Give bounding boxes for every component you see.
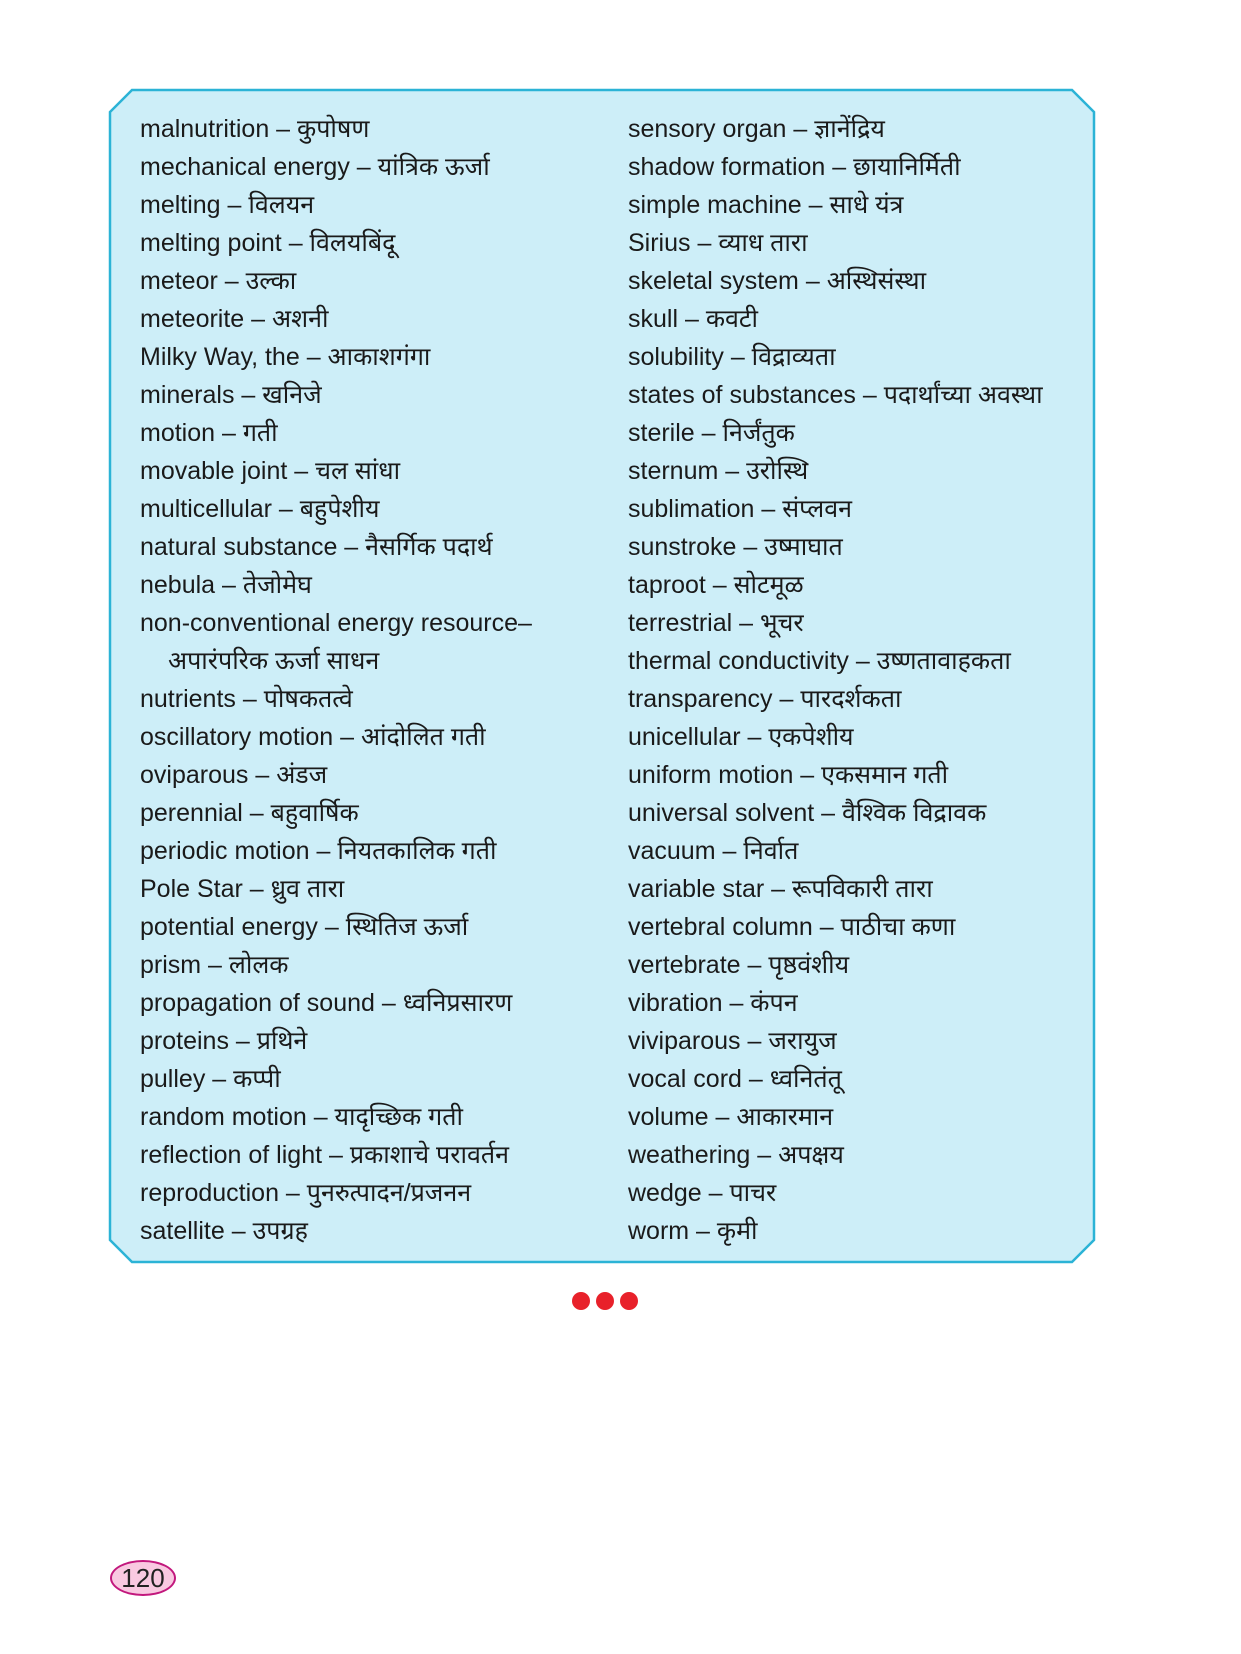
glossary-translation: साधे यंत्र [829,191,904,219]
glossary-translation: उपग्रह [252,1217,308,1245]
dash-separator: – [740,723,769,751]
dash-separator: – [764,875,792,903]
glossary-entry [140,870,628,908]
dash-separator: – [718,457,747,485]
glossary-entry [628,566,1068,604]
glossary-translation: ध्वनिप्रसारण [402,989,513,1017]
glossary-term: wedge [628,1179,702,1207]
glossary-translation: आकाशगंगा [327,343,431,371]
dash-separator: – [349,153,378,181]
glossary-translation: पाचर [729,1179,777,1207]
glossary-term: natural substance [140,533,338,561]
glossary-term: shadow formation [628,153,826,181]
glossary-term: weathering [628,1141,751,1169]
dash-separator: – [248,761,277,789]
glossary-term: Pole Star [140,875,243,903]
dash-separator: – [812,913,841,941]
glossary-entry [628,414,1068,452]
glossary-translation: ध्वनितंतू [769,1065,842,1093]
dash-separator: – [224,1217,253,1245]
dash-separator: – [786,115,815,143]
dash-separator: – [798,267,827,295]
glossary-translation: संप्लवन [782,495,853,523]
glossary-entry [628,338,1068,376]
glossary-entry [628,148,1068,186]
glossary-entry [140,718,628,756]
glossary-term: worm [628,1217,690,1245]
glossary-term: propagation of sound [140,989,375,1017]
glossary-entry [140,604,628,642]
bullet-dot [620,1292,638,1310]
glossary-translation: व्याध तारा [718,229,808,257]
glossary-entry [140,338,628,376]
glossary-term: random motion [140,1103,307,1131]
glossary-entry [628,186,1068,224]
glossary-term: uniform motion [628,761,794,789]
glossary-translation: नियतकालिक गती [337,837,497,865]
glossary-term: melting [140,191,221,219]
dash-separator: – [723,343,752,371]
glossary-columns [140,110,1076,1254]
glossary-translation: भूचर [759,609,804,637]
dash-separator: – [278,1179,307,1207]
glossary-translation: तेजोमेघ [242,571,312,599]
glossary-term: Milky Way, the [140,343,300,371]
glossary-translation: सोटमूळ [733,571,804,599]
dash-separator: – [793,761,822,789]
glossary-entry [140,642,628,680]
glossary-translation: बहुपेशीय [299,495,380,523]
glossary-term: volume [628,1103,709,1131]
glossary-translation: लोलक [228,951,289,979]
glossary-entry [140,1212,628,1250]
glossary-translation: निर्जंतुक [722,419,795,447]
dash-separator: – [220,191,249,219]
glossary-term: reflection of light [140,1141,323,1169]
glossary-entry [140,376,628,414]
dash-separator: – [701,1179,730,1207]
glossary-translation: पाठीचा कणा [840,913,956,941]
glossary-term: vibration [628,989,723,1017]
glossary-term: transparency [628,685,773,713]
dash-separator: – [317,913,346,941]
glossary-term: skeletal system [628,267,799,295]
glossary-column-left [140,110,628,1254]
glossary-entry [140,1098,628,1136]
glossary-term: solubility [628,343,724,371]
glossary-term: multicellular [140,495,272,523]
dash-separator: – [708,1103,737,1131]
dash-separator: – [678,305,706,333]
dash-separator: – [271,495,300,523]
glossary-entry [140,984,628,1022]
glossary-translation: उष्णतावाहकता [876,647,1011,675]
glossary-term: nutrients [140,685,236,713]
glossary-entry [628,376,1068,414]
glossary-term: movable joint [140,457,288,485]
glossary-translation: नैसर्गिक पदार्थ [365,533,493,561]
glossary-term: perennial [140,799,243,827]
dash-separator: – [201,951,229,979]
glossary-entry [628,1060,1068,1098]
glossary-term: proteins [140,1027,229,1055]
glossary-entry [628,300,1068,338]
dash-separator: – [235,685,264,713]
glossary-term: terrestrial [628,609,733,637]
dash-separator: – [736,533,765,561]
glossary-translation: ध्रुव तारा [270,875,345,903]
glossary-term: skull [628,305,679,333]
glossary-translation: कंपन [750,989,798,1017]
dash-separator: – [715,837,744,865]
glossary-translation: अशनी [272,305,329,333]
dash-separator: – [205,1065,234,1093]
glossary-term: meteorite [140,305,245,333]
glossary-panel [108,88,1096,1264]
glossary-entry [628,908,1068,946]
glossary-term: viviparous [628,1027,741,1055]
glossary-entry [140,300,628,338]
glossary-translation: उष्माघात [764,533,843,561]
glossary-term: sensory organ [628,115,787,143]
glossary-term: mechanical energy [140,153,350,181]
glossary-entry [628,680,1068,718]
glossary-entry [628,224,1068,262]
bullet-dot [596,1292,614,1310]
glossary-translation: एकसमान गती [821,761,949,789]
glossary-translation: गती [242,419,278,447]
glossary-term: minerals [140,381,235,409]
glossary-translation: प्रथिने [256,1027,308,1055]
glossary-entry [628,984,1068,1022]
dash-separator: – [754,495,783,523]
glossary-translation: चल सांधा [315,457,401,485]
dash-separator: – [855,381,884,409]
glossary-entry [628,1174,1068,1212]
glossary-translation: पुनरुत्पादन/प्रजनन [306,1179,472,1207]
glossary-translation: उरोस्थि [746,457,809,485]
glossary-entry [140,908,628,946]
glossary-term: oviparous [140,761,249,789]
glossary-translation: आंदोलित गती [360,723,486,751]
glossary-term: satellite [140,1217,225,1245]
glossary-term: thermal conductivity [628,647,849,675]
glossary-entry [628,946,1068,984]
glossary-entry [140,224,628,262]
glossary-entry [140,414,628,452]
glossary-term: universal solvent [628,799,815,827]
glossary-term: vocal cord [628,1065,742,1093]
dash-separator: – [689,1217,717,1245]
glossary-entry [140,832,628,870]
glossary-translation: बहुवार्षिक [270,799,359,827]
glossary-entry [140,946,628,984]
dash-separator: – [825,153,854,181]
glossary-translation: कप्पी [233,1065,281,1093]
dash-separator: – [848,647,877,675]
dash-separator: – [694,419,723,447]
dash-separator: – [242,875,271,903]
glossary-entry [628,794,1068,832]
glossary-term: nebula [140,571,216,599]
dash-separator: – [228,1027,257,1055]
dash-separator: – [772,685,801,713]
glossary-translation: कृमी [716,1217,758,1245]
glossary-entry [628,490,1068,528]
glossary-translation: आकारमान [736,1103,834,1131]
glossary-entry [628,528,1068,566]
glossary-entry [140,186,628,224]
glossary-translation: प्रकाशाचे परावर्तन [349,1141,509,1169]
glossary-term: vertebrate [628,951,741,979]
glossary-entry [140,680,628,718]
dash-separator: – [750,1141,779,1169]
glossary-term: Sirius [628,229,691,257]
glossary-translation: पोषकतत्वे [263,685,353,713]
glossary-entry [628,1022,1068,1060]
dash-separator: – [242,799,271,827]
dash-separator: – [741,1065,770,1093]
dash-separator: – [333,723,361,751]
glossary-translation: अपारंपरिक ऊर्जा साधन [168,647,380,675]
dash-separator: – [309,837,338,865]
dash-separator: – [281,229,310,257]
glossary-translation: वैश्विक विद्रावक [842,799,987,827]
glossary-term: reproduction [140,1179,279,1207]
glossary-translation: पदार्थांच्या अवस्था [883,381,1043,409]
dash-separator: – [740,951,769,979]
glossary-translation: छायानिर्मिती [853,153,961,181]
dash-separator: – [374,989,403,1017]
dash-separator: – [705,571,734,599]
glossary-translation: जरायुज [768,1027,837,1055]
glossary-term: unicellular [628,723,741,751]
glossary-entry [628,1136,1068,1174]
glossary-translation: विद्राव्यता [751,343,836,371]
glossary-entry [140,1060,628,1098]
glossary-translation: रूपविकारी तारा [791,875,933,903]
glossary-translation: निर्वात [743,837,799,865]
glossary-translation: कवटी [705,305,758,333]
dash-separator: – [244,305,273,333]
glossary-term: periodic motion [140,837,310,865]
glossary-translation: पारदर्शकता [800,685,902,713]
glossary-term: non-conventional energy resource– [140,609,532,637]
glossary-translation: एकपेशीय [768,723,854,751]
glossary-term: potential energy [140,913,318,941]
glossary-entry [140,756,628,794]
glossary-translation: स्थितिज ऊर्जा [345,913,469,941]
glossary-term: vertebral column [628,913,813,941]
glossary-entry [628,1212,1068,1250]
glossary-entry [628,452,1068,490]
glossary-entry [140,1136,628,1174]
glossary-entry [140,490,628,528]
glossary-entry [140,1022,628,1060]
glossary-entry [140,452,628,490]
glossary-term: sublimation [628,495,755,523]
glossary-translation: उल्का [245,267,297,295]
glossary-entry [140,794,628,832]
glossary-term: vacuum [628,837,716,865]
glossary-entry [628,110,1068,148]
dash-separator: – [215,419,243,447]
bullet-dot [572,1292,590,1310]
glossary-entry [628,604,1068,642]
glossary-term: variable star [628,875,765,903]
glossary-entry [140,148,628,186]
glossary-term: melting point [140,229,282,257]
dash-separator: – [690,229,719,257]
glossary-translation: विलयबिंदू [309,229,396,257]
dash-separator: – [269,115,298,143]
glossary-entry [628,756,1068,794]
glossary-term: sternum [628,457,719,485]
glossary-translation: खनिजे [262,381,322,409]
dash-separator: – [732,609,760,637]
glossary-translation: अंडज [276,761,328,789]
dash-separator: – [215,571,243,599]
dash-separator: – [801,191,830,219]
glossary-term: oscillatory motion [140,723,334,751]
glossary-term: pulley [140,1065,206,1093]
glossary-entry [140,110,628,148]
glossary-entry [628,870,1068,908]
glossary-entry [140,528,628,566]
dash-separator: – [299,343,328,371]
glossary-entry [628,832,1068,870]
dash-separator: – [337,533,366,561]
dash-separator: – [740,1027,769,1055]
glossary-translation: पृष्ठवंशीय [768,951,850,979]
glossary-term: malnutrition [140,115,270,143]
glossary-translation: ज्ञानेंद्रिय [814,115,885,143]
end-of-section-marker [572,1292,638,1312]
glossary-term: taproot [628,571,706,599]
glossary-term: sunstroke [628,533,737,561]
glossary-term: simple machine [628,191,802,219]
glossary-translation: यादृच्छिक गती [334,1103,463,1131]
glossary-term: sterile [628,419,695,447]
glossary-translation: कुपोषण [297,115,370,143]
glossary-entry [628,718,1068,756]
glossary-translation: अस्थिसंस्था [826,267,927,295]
glossary-entry [140,262,628,300]
dash-separator: – [234,381,263,409]
page-number: 120 [110,1560,176,1596]
glossary-translation: यांत्रिक ऊर्जा [377,153,490,181]
glossary-term: meteor [140,267,218,295]
dash-separator: – [306,1103,335,1131]
glossary-entry [628,642,1068,680]
glossary-entry [628,1098,1068,1136]
dash-separator: – [722,989,751,1017]
glossary-term: prism [140,951,202,979]
glossary-term: states of substances [628,381,856,409]
glossary-term: motion [140,419,216,447]
dash-separator: – [287,457,316,485]
glossary-column-right [628,110,1068,1254]
glossary-entry [140,566,628,604]
dash-separator: – [322,1141,350,1169]
glossary-entry [140,1174,628,1212]
dash-separator: – [814,799,843,827]
glossary-translation: विलयन [248,191,315,219]
glossary-translation: अपक्षय [778,1141,844,1169]
dash-separator: – [217,267,246,295]
glossary-entry [628,262,1068,300]
